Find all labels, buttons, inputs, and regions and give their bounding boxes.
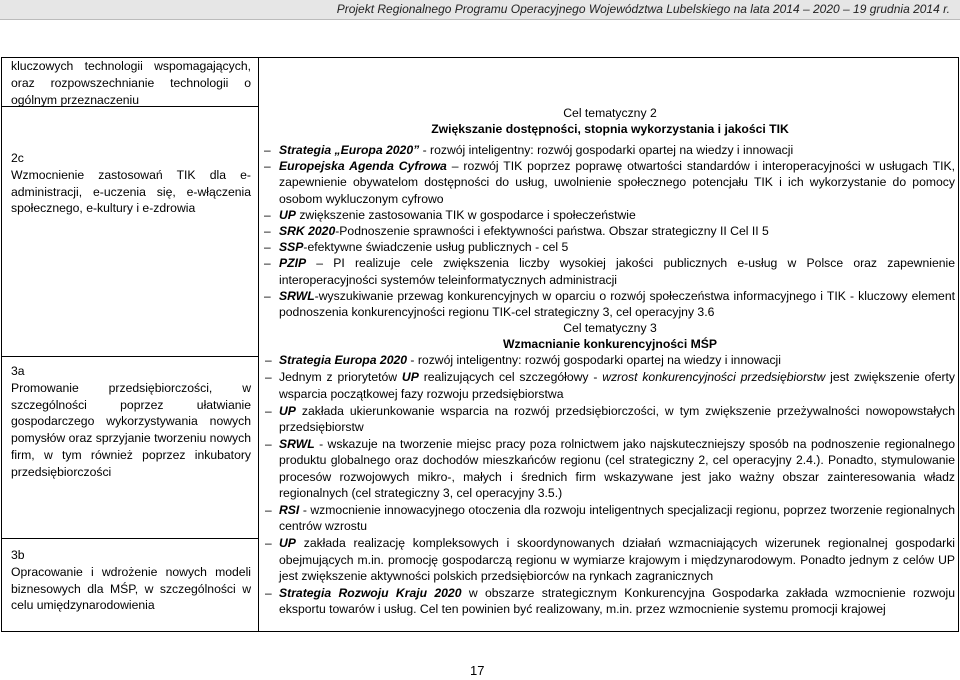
- column-divider: [258, 58, 259, 631]
- header-band: [0, 0, 960, 20]
- ct3-heading-line2: Wzmacnianie konkurencyjności MŚP: [502, 337, 718, 352]
- ct2-heading-line1: Cel tematyczny 2: [563, 106, 657, 120]
- ct3-item: – Jednym z priorytetów UP realizujących cel szczegółowy - wzrost konkurencyjności przedsiębiorstw jest zwiększenie oferty wsparcia początkowej fazy rozwoju przedsiębiorstwa: [265, 370, 956, 401]
- left-cell-3a: [11, 363, 251, 481]
- ct3-item: – SRWL - wskazuje na tworzenie miejsc pracy poza rolnictwem jako najskuteczniejszy sposób na podnoszenie regionalnego produktu globalnego oraz dochodów mieszkańców regionu (cel strategiczny 2, cel operacyjny 2.4.). Ponadto, stymulowanie procesów rozwojowych mikro-, małych i średnich firm wskazywane jest jako ważny obszar zainteresowania władz regionalnych (cel strategiczny 3, cel operacyjny 3.5.): [265, 437, 955, 500]
- ct2-item: – SRWL-wyszukiwanie przewag konkurencyjnych w oparciu o rozwój społeczeństwa informacyjnego i TIK - kluczowy element podnoszenia konkurencyjności regionu TIK-cel strategiczny 3, cel operacyjny 3.6: [264, 288, 955, 320]
- ct2-item: – Strategia „Europa 2020” - rozwój inteligentny: rozwój gospodarki opartej na wiedzy i innowacji: [264, 143, 794, 157]
- row-divider: [2, 356, 258, 357]
- left-cell-top: [11, 58, 251, 108]
- priority-text-3b: Opracowanie i wdrożenie nowych modeli biznesowych dla MŚP, w szczególności w celu umiędzynarodowienia: [11, 564, 251, 613]
- left-cell-2c: [11, 150, 251, 217]
- ct2-item: – Europejska Agenda Cyfrowa – rozwój TIK poprzez poprawę otwartości standardów i interoperacyjności w usługach TIK, zapewnienie obywatelom dostępności do usług, uwolnienie społecznego potencjału TIK i ich wykorzystanie do pomocy osobom wykluczonym cyfrowo: [264, 159, 955, 206]
- row-divider: [2, 538, 258, 539]
- left-cell-top-text: kluczowych technologii wspomagających, oraz rozpowszechnianie technologii o ogólnym przeznaczeniu: [11, 59, 251, 107]
- ct2-item: – PZIP – PI realizuje cele zwiększenia liczby wysokiej jakości publicznych e-usług w Polsce oraz zapewnienie interoperacyjności systemów teleinformatycznych administracji: [264, 256, 955, 287]
- ct3-item: – RSI - wzmocnienie innowacyjnego otoczenia dla rozwoju inteligentnych specjalizacji regionu, poprzez tworzenie regionalnych centrów wzrostu: [265, 503, 955, 534]
- priority-code-3a: 3a: [11, 364, 25, 378]
- ct3-heading: [265, 320, 955, 352]
- running-header: Projekt Regionalnego Programu Operacyjnego Województwa Lubelskiego na lata 2014 – 2020 – 19 grudnia 2014 r.: [336, 2, 950, 16]
- ct3-heading-line1: Cel tematyczny 3: [563, 321, 657, 336]
- priority-text-3a: Promowanie przedsiębiorczości, w szczególności poprzez ułatwianie gospodarczego wykorzystywania nowych pomysłów oraz sprzyjanie tworzeniu nowych firm, w tym również poprzez inkubatory przedsiębiorczości: [11, 380, 251, 479]
- left-cell-3b: [11, 547, 251, 614]
- ct2-item: – SSP-efektywne świadczenie usług publicznych - cel 5: [264, 240, 569, 255]
- ct2-heading-line2: Zwiększanie dostępności, stopnia wykorzystania i jakości TIK: [431, 122, 789, 136]
- page-number: 17: [470, 663, 485, 678]
- priority-text-2c: Wzmocnienie zastosowań TIK dla e-administracji, e-uczenia się, e-włączenia społecznego, e-kultury i e-zdrowia: [11, 167, 251, 216]
- ct2-item: – UP zwiększenie zastosowania TIK w gospodarce i społeczeństwie: [264, 207, 636, 222]
- priority-code-2c: 2c: [11, 151, 24, 165]
- ct3-item: – UP zakłada ukierunkowanie wsparcia na rozwój przedsiębiorczości, w tym zwiększenie przeżywalności nowopowstałych przedsiębiorstw: [265, 403, 955, 435]
- ct2-item: – SRK 2020-Podnoszenie sprawności i efektywności państwa. Obszar strategiczny II Cel II 5: [264, 224, 769, 239]
- ct3-item: – UP zakłada realizację kompleksowych i skoordynowanych działań wzmacniających wizerunek regionalnej gospodarki obejmujących m.in. promocję gospodarczą regionu w wymiarze krajowym i międzynarodowym. Ponadto jednym z celów UP jest zwiększenie aktywności polskich przedsiębiorców na rynkach zagranicznych: [265, 536, 955, 583]
- right-column: [265, 105, 955, 617]
- ct3-item: – Strategia Rozwoju Kraju 2020 w obszarze strategicznym Konkurencyjna Gospodarka zakłada wzmocnienie rozwoju eksportu towarów i usług. Cel ten powinien być realizowany, m.in. przez wzmocnienie systemu promocji krajowej: [265, 586, 955, 617]
- ct3-item: – Strategia Europa 2020 - rozwój inteligentny: rozwój gospodarki opartej na wiedzy i innowacji: [265, 353, 781, 368]
- priority-code-3b: 3b: [11, 548, 25, 562]
- ct2-heading: [265, 105, 955, 137]
- objectives-table: [1, 57, 959, 632]
